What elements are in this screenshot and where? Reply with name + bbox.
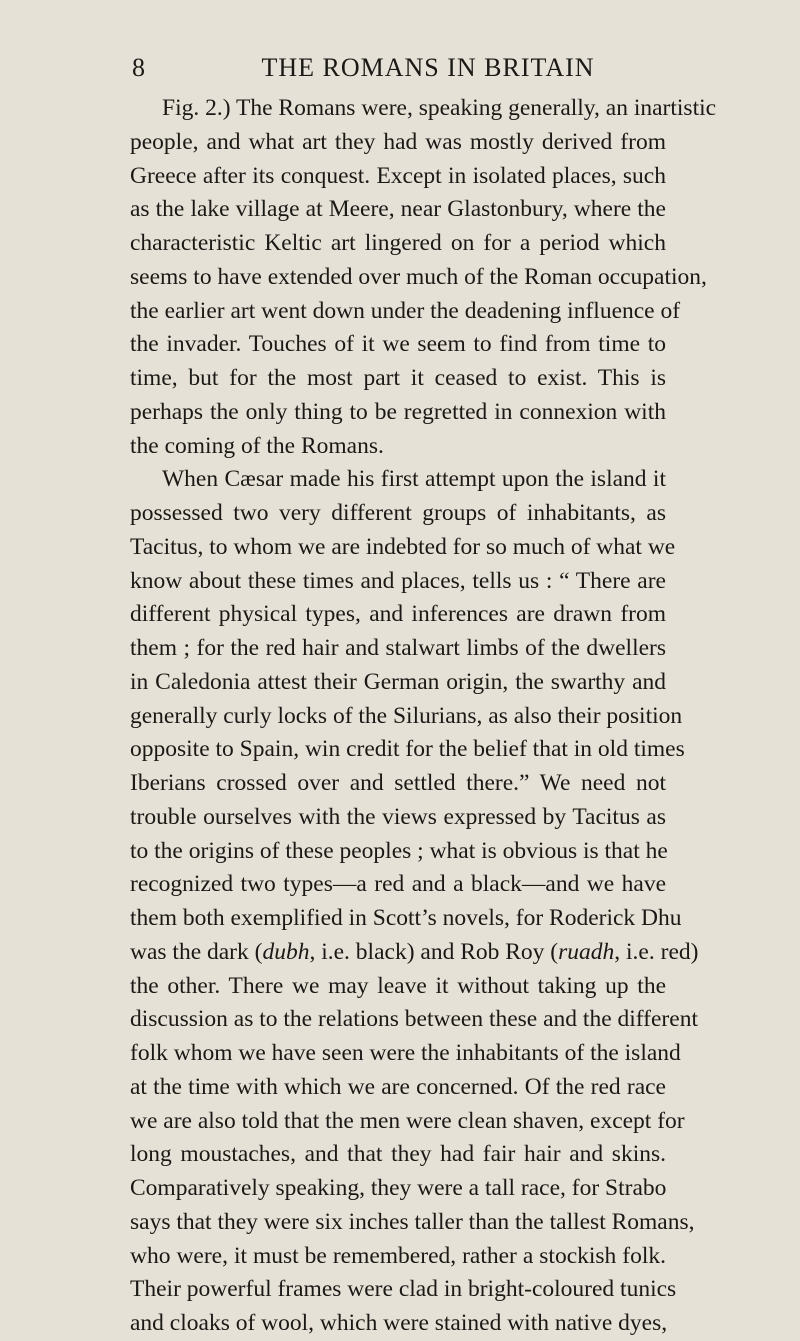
italic-term: ruadh xyxy=(558,938,615,965)
text-line: who were, it must be remembered, rather a stockish folk. xyxy=(130,1242,666,1269)
page-number: 8 xyxy=(132,53,146,82)
text-line: different physical types, and inferences are drawn from xyxy=(130,601,666,628)
text-line: the invader. Touches of it we seem to find from time to xyxy=(130,331,666,358)
body-text xyxy=(130,92,717,1341)
text-line: possessed two very different groups of inhabitants, as xyxy=(130,500,666,526)
italic-term: dubh xyxy=(262,938,310,965)
text-line: and cloaks of wool, which were stained with native dyes, xyxy=(130,1310,668,1336)
text-line: Their powerful frames were clad in bright-coloured tunics xyxy=(130,1276,677,1303)
running-title: THE ROMANS IN BRITAIN xyxy=(261,53,595,82)
text-line: Tacitus, to whom we are indebted for so much of what we xyxy=(130,533,676,560)
text-line: When Cæsar made his first attempt upon the island it xyxy=(162,466,666,493)
text-line: to the origins of these peoples ; what is obvious is that he xyxy=(130,837,668,864)
text-line: the earlier art went down under the deadening influence of xyxy=(130,297,681,324)
text-line: as the lake village at Meere, near Glastonbury, where the xyxy=(130,196,666,223)
text-span: , i.e. black) and Rob Roy ( xyxy=(309,938,559,965)
text-line: says that they were six inches taller than the tallest Romans, xyxy=(130,1208,695,1235)
text-line: trouble ourselves with the views expressed by Tacitus as xyxy=(130,803,666,830)
text-line: them ; for the red hair and stalwart limbs of the dwellers xyxy=(130,635,666,661)
text-line: long moustaches, and that they had fair hair and skins. xyxy=(130,1141,666,1168)
text-line: the coming of the Romans. xyxy=(130,432,384,459)
text-line: time, but for the most part it ceased to exist. This is xyxy=(130,365,666,391)
text-line: people, and what art they had was mostly derived from xyxy=(130,128,666,155)
text-line: characteristic Keltic art lingered on for a period which xyxy=(130,230,666,256)
text-line: opposite to Spain, win credit for the belief that in old times xyxy=(130,736,685,763)
text-line: the other. There we may leave it without taking up the xyxy=(130,972,666,999)
running-head xyxy=(132,48,624,88)
text-line: perhaps the only thing to be regretted in connexion with xyxy=(130,398,666,425)
text-line: Greece after its conquest. Except in isolated places, such xyxy=(130,162,666,189)
text-line: in Caledonia attest their German origin, the swarthy and xyxy=(130,668,666,695)
text-span: was the dark ( xyxy=(130,938,263,965)
text-line xyxy=(130,936,699,970)
text-line: generally curly locks of the Silurians, as also their position xyxy=(130,702,683,729)
text-line: at the time with which we are concerned. Of the red race xyxy=(130,1073,666,1100)
text-line: folk whom we have seen were the inhabitants of the island xyxy=(130,1040,681,1066)
text-line: them both exemplified in Scott’s novels, for Roderick Dhu xyxy=(130,905,682,931)
text-span: , i.e. red) xyxy=(614,938,699,965)
text-line: Comparatively speaking, they were a tall race, for Strabo xyxy=(130,1175,667,1201)
text-line: seems to have extended over much of the Roman occupation, xyxy=(130,263,707,290)
text-line: know about these times and places, tells us : “ There are xyxy=(130,567,666,594)
text-line: Iberians crossed over and settled there.” We need not xyxy=(130,770,666,796)
text-line: Fig. 2.) The Romans were, speaking generally, an inartistic xyxy=(162,95,717,121)
text-line: recognized two types—a red and a black—and we have xyxy=(130,871,666,898)
text-line: discussion as to the relations between these and the different xyxy=(130,1006,698,1033)
text-line: we are also told that the men were clean shaven, except for xyxy=(130,1107,685,1134)
